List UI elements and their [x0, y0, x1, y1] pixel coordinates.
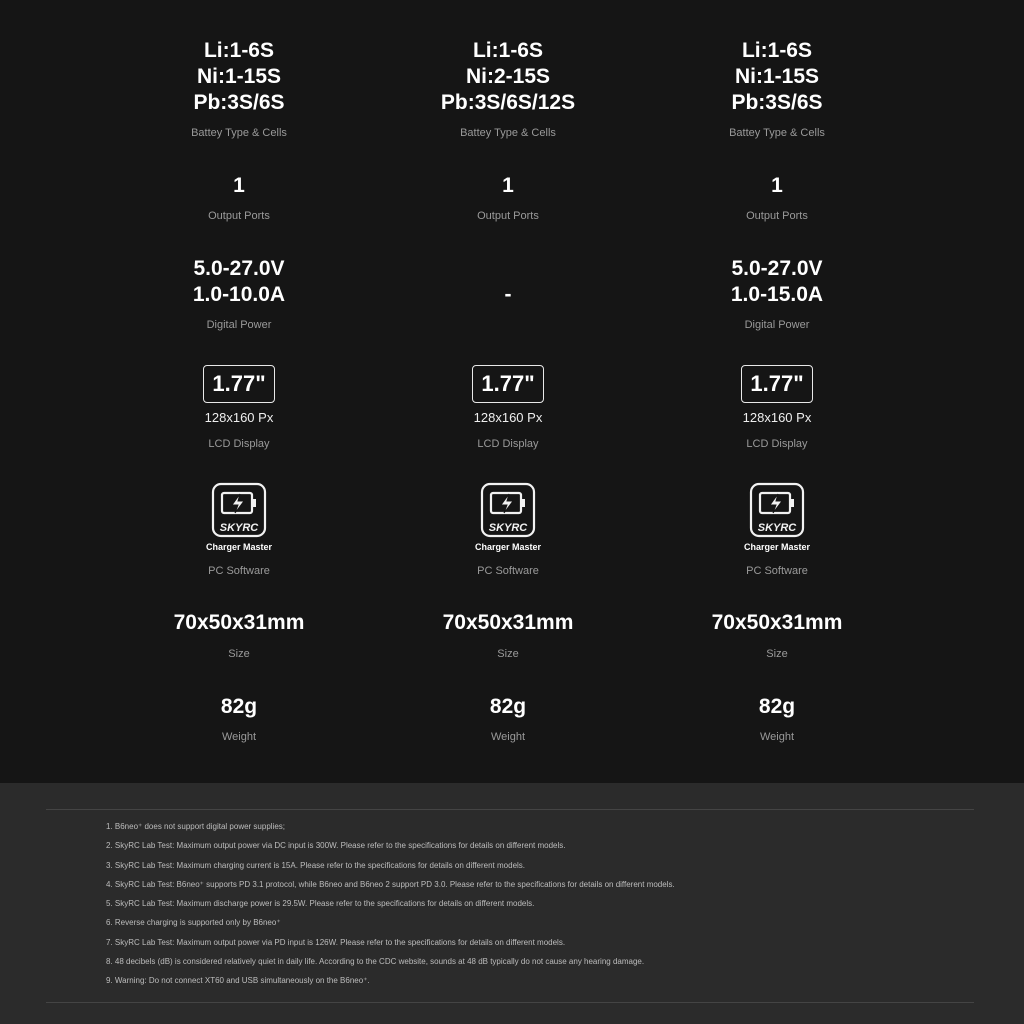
footnote: 3. SkyRC Lab Test: Maximum charging current is 15A. Please refer to the specifications for details on different models. — [106, 860, 526, 870]
digital-power-label: Digital Power — [206, 319, 272, 331]
battery-label: Battey Type & Cells — [460, 127, 556, 139]
lcd-resolution: 128x160 Px — [204, 410, 274, 425]
digital-power-values — [642, 256, 912, 308]
battery-types — [642, 38, 912, 116]
size-label: Size — [766, 648, 788, 660]
lcd-resolution: 128x160 Px — [742, 410, 812, 425]
lcd-size-badge: 1.77" — [472, 365, 544, 403]
skyrc-charger-master-icon — [480, 482, 536, 538]
battery-line: Pb:3S/6S/12S — [440, 91, 576, 114]
power-line: - — [504, 283, 512, 306]
footnote: 1. B6neo⁺ does not support digital power supplies; — [106, 822, 286, 831]
lcd-label: LCD Display — [746, 438, 808, 450]
weight-value: 82g — [220, 695, 258, 718]
size-label: Size — [228, 648, 250, 660]
skyrc-logo-text: SKYRC — [219, 522, 259, 534]
size-value: 70x50x31mm — [711, 611, 843, 634]
footnote: 7. SkyRC Lab Test: Maximum output power via PD input is 126W. Please refer to the specifications for details on different models. — [106, 937, 566, 947]
power-line: 1.0-10.0A — [192, 283, 286, 306]
output-ports-value: 1 — [233, 174, 245, 197]
output-ports-value: 1 — [502, 174, 514, 197]
size-value: 70x50x31mm — [442, 611, 574, 634]
weight-label: Weight — [490, 731, 526, 743]
skyrc-logo-text: SKYRC — [757, 522, 797, 534]
battery-line: Li:1-6S — [741, 39, 812, 62]
divider — [46, 809, 974, 810]
power-line: 5.0-27.0V — [731, 257, 823, 280]
skyrc-logo-text: SKYRC — [488, 522, 528, 534]
battery-label: Battey Type & Cells — [729, 127, 825, 139]
digital-power-values — [104, 256, 374, 308]
footnote: 8. 48 decibels (dB) is considered relatively quiet in daily life. According to the CDC website, sounds at 48 dB typically do not cause any hearing damage. — [106, 956, 645, 966]
pc-software-label: PC Software — [477, 565, 539, 577]
size-value: 70x50x31mm — [173, 611, 305, 634]
pc-software-label: PC Software — [208, 565, 270, 577]
software-name: Charger Master — [743, 542, 811, 552]
software-name: Charger Master — [205, 542, 273, 552]
output-ports-value: 1 — [771, 174, 783, 197]
pc-software-label: PC Software — [746, 565, 808, 577]
battery-line: Li:1-6S — [203, 39, 274, 62]
lcd-size-badge: 1.77" — [203, 365, 275, 403]
power-line: 5.0-27.0V — [193, 257, 285, 280]
footnote: 6. Reverse charging is supported only by B6neo⁺ — [106, 918, 281, 928]
battery-line: Li:1-6S — [472, 39, 543, 62]
weight-value: 82g — [489, 695, 527, 718]
footnote: 2. SkyRC Lab Test: Maximum output power via DC input is 300W. Please refer to the specifications for details on different models. — [106, 841, 566, 851]
divider — [46, 1002, 974, 1003]
battery-line: Pb:3S/6S — [731, 91, 823, 114]
lcd-resolution: 128x160 Px — [473, 410, 543, 425]
weight-label: Weight — [221, 731, 257, 743]
lcd-label: LCD Display — [208, 438, 270, 450]
footnote: 5. SkyRC Lab Test: Maximum discharge power is 29.5W. Please refer to the specifications for details on different models. — [106, 899, 535, 908]
output-ports-label: Output Ports — [746, 210, 808, 222]
weight-label: Weight — [759, 731, 795, 743]
footnotes-list — [106, 821, 966, 994]
lcd-size-badge: 1.77" — [741, 365, 813, 403]
size-label: Size — [497, 648, 519, 660]
skyrc-charger-master-icon — [211, 482, 267, 538]
lcd-label: LCD Display — [477, 438, 539, 450]
battery-line: Pb:3S/6S — [193, 91, 285, 114]
battery-line: Ni:2-15S — [465, 65, 551, 88]
weight-value: 82g — [758, 695, 796, 718]
power-line: 1.0-15.0A — [730, 283, 824, 306]
spec-column — [642, 0, 912, 783]
footnotes-section — [0, 783, 1024, 1024]
battery-line: Ni:1-15S — [734, 65, 820, 88]
battery-line: Ni:1-15S — [196, 65, 282, 88]
digital-power-values — [373, 282, 643, 308]
output-ports-label: Output Ports — [208, 210, 270, 222]
battery-label: Battey Type & Cells — [191, 127, 287, 139]
digital-power-label: Digital Power — [744, 319, 810, 331]
skyrc-charger-master-icon — [749, 482, 805, 538]
battery-types — [104, 38, 374, 116]
footnote: 9. Warning: Do not connect XT60 and USB simultaneously on the B6neo⁺. — [106, 976, 370, 985]
footnote: 4. SkyRC Lab Test: B6neo⁺ supports PD 3.1 protocol, while B6neo and B6neo 2 support PD 3.0. Please refer to the specifications for details on different models. — [106, 879, 675, 889]
spec-column — [104, 0, 374, 783]
battery-types — [373, 38, 643, 116]
spec-column — [373, 0, 643, 783]
output-ports-label: Output Ports — [477, 210, 539, 222]
software-name: Charger Master — [474, 542, 542, 552]
